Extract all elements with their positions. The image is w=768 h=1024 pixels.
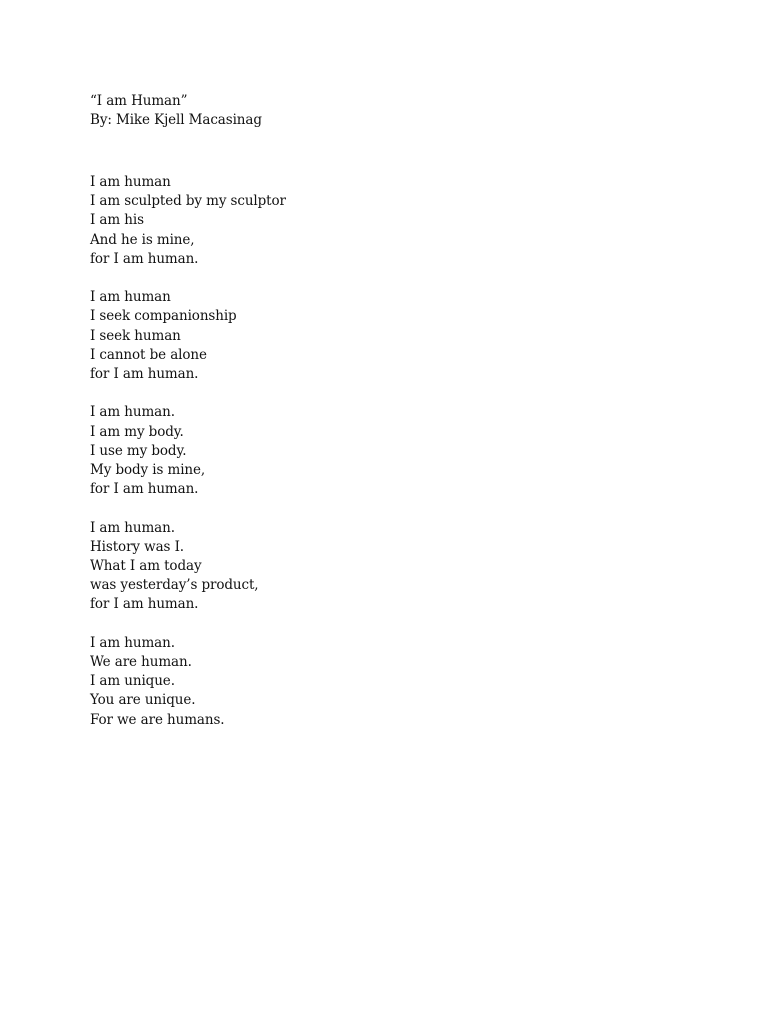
- poem-line: I seek companionship: [90, 308, 237, 325]
- poem-line: History was I.: [90, 538, 184, 555]
- poem-header: [90, 92, 262, 130]
- poem-line: I am human.: [90, 519, 175, 536]
- poem-line: I am human.: [90, 634, 175, 651]
- poem-line: We are human.: [90, 654, 192, 671]
- poem-line: For we are humans.: [90, 711, 225, 728]
- poem-line: I am human: [90, 289, 171, 306]
- poem-line: for I am human.: [90, 596, 199, 613]
- poem-line: was yesterday’s product,: [90, 577, 259, 594]
- stanza: [90, 403, 286, 499]
- stanza: [90, 288, 286, 384]
- poem-line: I cannot be alone: [90, 346, 207, 363]
- stanza: [90, 173, 286, 269]
- poem-line: You are unique.: [90, 692, 196, 709]
- poem-line: And he is mine,: [90, 231, 195, 248]
- poem-line: I am my body.: [90, 423, 184, 440]
- poem-line: My body is mine,: [90, 462, 206, 479]
- poem-line: I seek human: [90, 327, 181, 344]
- poem-line: I am his: [90, 212, 144, 229]
- poem-byline: By: Mike Kjell Macasinag: [90, 112, 262, 129]
- poem-line: for I am human.: [90, 250, 199, 267]
- poem-line: I am unique.: [90, 673, 175, 690]
- poem-line: What I am today: [90, 558, 202, 575]
- stanza: [90, 634, 286, 730]
- poem-body: [90, 173, 286, 749]
- poem-line: for I am human.: [90, 366, 199, 383]
- poem-line: I am sculpted by my sculptor: [90, 193, 286, 210]
- poem-line: I use my body.: [90, 442, 187, 459]
- poem-title: “I am Human”: [90, 93, 188, 109]
- poem-line: for I am human.: [90, 481, 199, 498]
- stanza: [90, 519, 286, 615]
- poem-line: I am human: [90, 174, 171, 190]
- poem-line: I am human.: [90, 404, 175, 421]
